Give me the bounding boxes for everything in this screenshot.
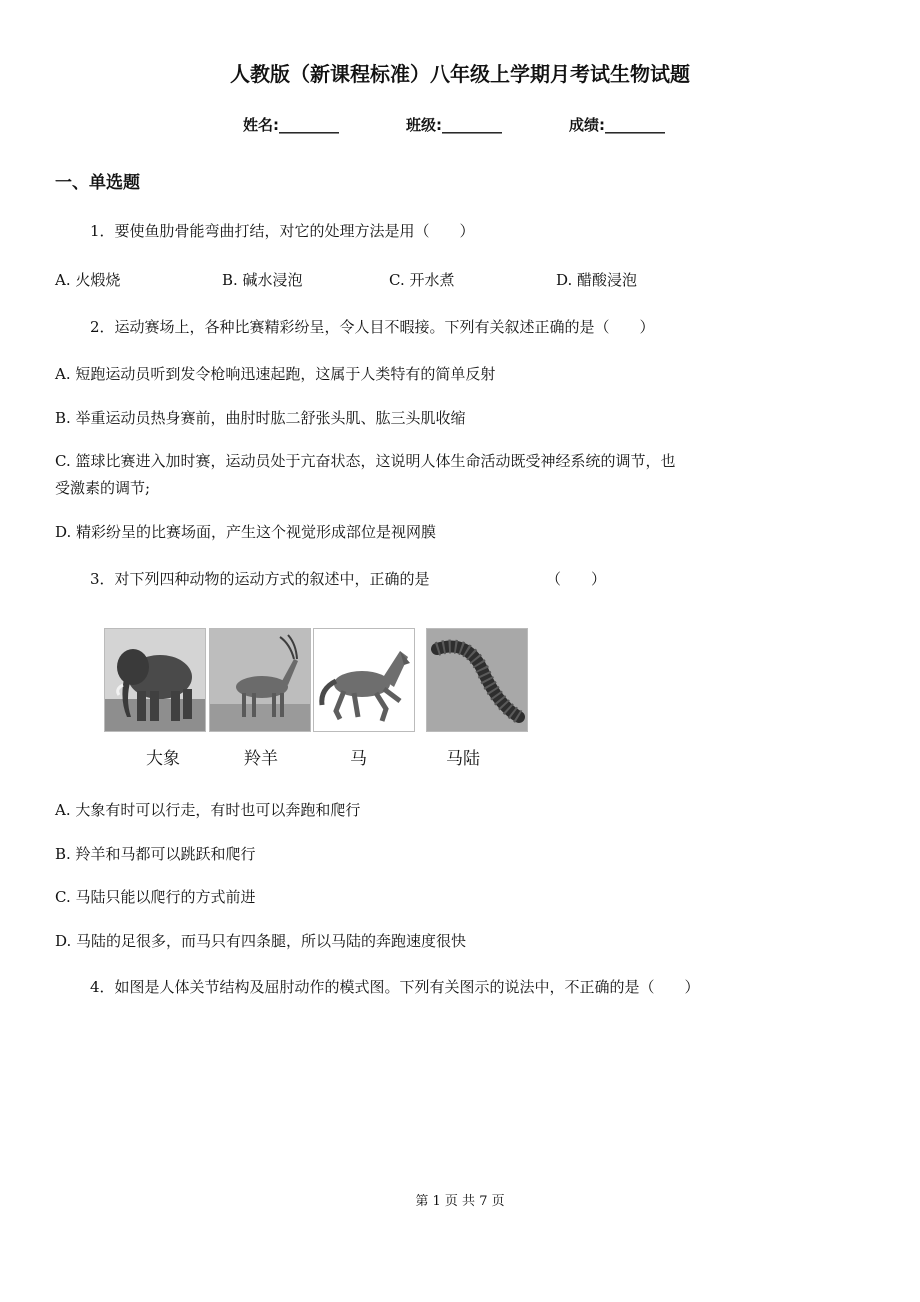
question-3-option-d: D. 马陆的足很多，而马只有四条腿，所以马陆的奔跑速度很快	[55, 932, 467, 950]
antelope-image	[209, 628, 311, 732]
question-1-option-a: A. 火煅烧	[55, 271, 121, 289]
question-1-option-b: B. 碱水浸泡	[222, 271, 303, 289]
page-title: 人教版（新课程标准）八年级上学期月考试生物试题	[230, 62, 690, 86]
question-2-option-a: A. 短跑运动员听到发令枪响迅速起跑，这属于人类特有的简单反射	[55, 365, 496, 383]
question-2-option-d: D. 精彩纷呈的比赛场面，产生这个视觉形成部位是视网膜	[55, 523, 437, 541]
question-1-option-d: D. 醋酸浸泡	[556, 271, 638, 289]
millipede-caption: 马陆	[446, 749, 480, 769]
question-3-answer-paren: （ ）	[546, 570, 607, 588]
question-1-option-c: C. 开水煮	[389, 271, 455, 289]
millipede-image	[426, 628, 528, 732]
question-3-option-c: C. 马陆只能以爬行的方式前进	[55, 888, 256, 906]
horse-caption: 马	[350, 749, 367, 769]
elephant-image	[104, 628, 206, 732]
question-2-option-c-cont: 受激素的调节;	[55, 479, 151, 497]
page-footer: 第 1 页 共 7 页	[415, 1194, 505, 1209]
question-1-stem: 1．要使鱼肋骨能弯曲打结，对它的处理方法是用（ ）	[90, 222, 475, 240]
elephant-caption: 大象	[146, 749, 180, 769]
horse-image	[313, 628, 415, 732]
class-field-label: 班级:________	[406, 116, 502, 134]
question-3-option-a: A. 大象有时可以行走，有时也可以奔跑和爬行	[55, 801, 361, 819]
question-4-stem: 4．如图是人体关节结构及屈肘动作的模式图。下列有关图示的说法中，不正确的是（ ）	[90, 978, 700, 996]
question-2-option-c: C. 篮球比赛进入加时赛，运动员处于亢奋状态，这说明人体生命活动既受神经系统的调节，也	[55, 452, 676, 470]
question-3-option-b: B. 羚羊和马都可以跳跃和爬行	[55, 845, 256, 863]
score-field-label: 成绩:________	[569, 116, 665, 134]
name-field-label: 姓名:________	[243, 116, 339, 134]
section-title: 一、单选题	[55, 173, 140, 193]
question-2-option-b: B. 举重运动员热身赛前，曲肘时肱二舒张头肌、肱三头肌收缩	[55, 409, 466, 427]
question-3-stem: 3．对下列四种动物的运动方式的叙述中，正确的是	[90, 570, 430, 588]
antelope-caption: 羚羊	[244, 749, 278, 769]
question-2-stem: 2．运动赛场上，各种比赛精彩纷呈，令人目不暇接。下列有关叙述正确的是（ ）	[90, 318, 655, 336]
